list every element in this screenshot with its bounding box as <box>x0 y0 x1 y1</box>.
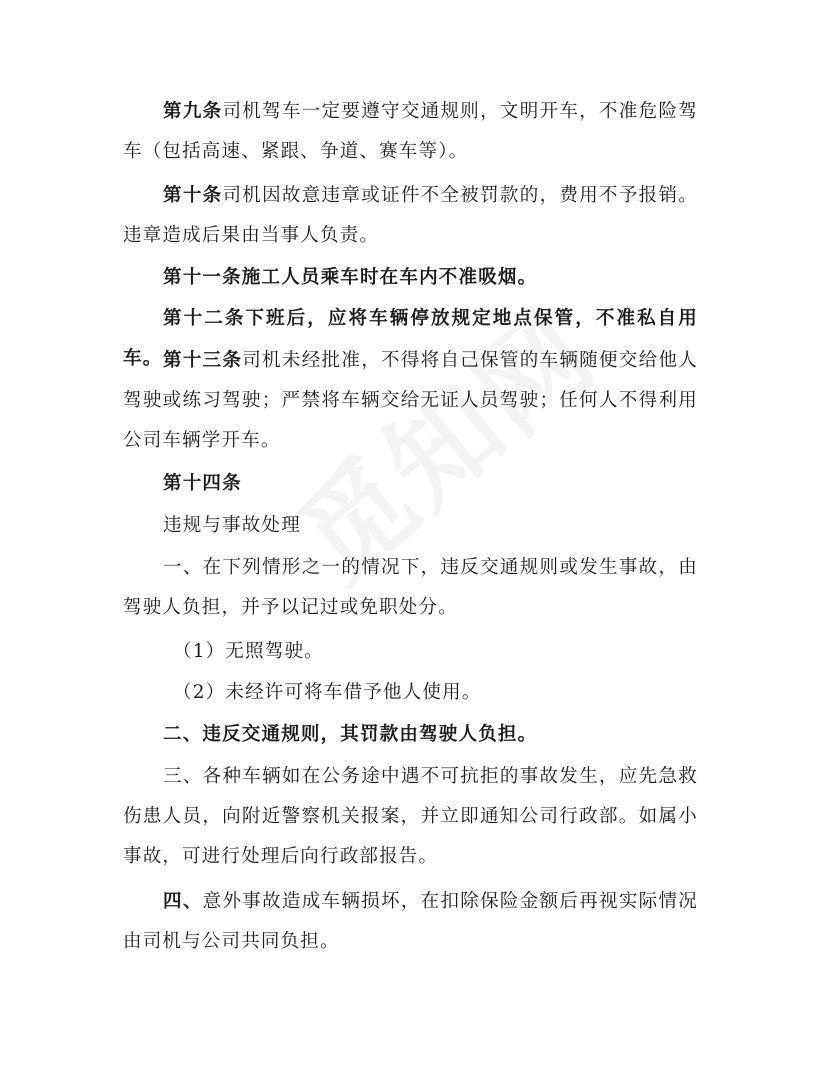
item-4 <box>123 882 698 962</box>
article-9 <box>123 92 698 172</box>
article-9-label: 第九条 <box>163 101 223 122</box>
section-title: 违规与事故处理 <box>163 515 301 536</box>
item-2: 二、违反交通规则，其罚款由驾驶人负担。 <box>163 724 538 745</box>
item-1-sub-2: （2）未经许可将车借予他人使用。 <box>173 682 482 703</box>
article-13 <box>123 341 698 461</box>
article-14: 第十四条 <box>163 473 242 494</box>
article-10 <box>123 176 698 256</box>
article-11: 第十一条施工人员乘车时在车内不准吸烟。 <box>163 267 538 288</box>
article-13-label: 第十三条 <box>163 350 243 371</box>
article-9-text: 司机驾车一定要遵守交通规则，文明开车，不准危险驾车（包括高速、紧跟、争道、赛车等）。 <box>123 101 698 162</box>
article-12: 第十二条下班后，应将车辆停放规定地点保管，不准私自用车。 <box>123 308 698 369</box>
article-10-label: 第十条 <box>163 185 223 206</box>
item-4-label: 四、 <box>163 891 203 912</box>
article-10-text: 司机因故意违章或证件不全被罚款的，费用不予报销。违章造成后果由当事人负责。 <box>123 185 698 246</box>
article-13-text: 司机未经批准，不得将自己保管的车辆随便交给他人驾驶或练习驾驶；严禁将车辆交给无证人员驾驶；任何人不得利用公司车辆学开车。 <box>123 350 698 451</box>
item-3: 三、各种车辆如在公务途中遇不可抗拒的事故发生，应先急救伤患人员，向附近警察机关报案，并立即通知公司行政部。如属小事故，可进行处理后向行政部报告。 <box>123 766 698 867</box>
item-4-text: 意外事故造成车辆损坏，在扣除保险金额后再视实际情况由司机与公司共同负担。 <box>123 891 698 952</box>
item-1: 一、在下列情形之一的情况下，违反交通规则或发生事故，由驾驶人负担，并予以记过或免职处分。 <box>123 557 698 618</box>
item-1-sub-1: （1）无照驾驶。 <box>173 641 324 662</box>
